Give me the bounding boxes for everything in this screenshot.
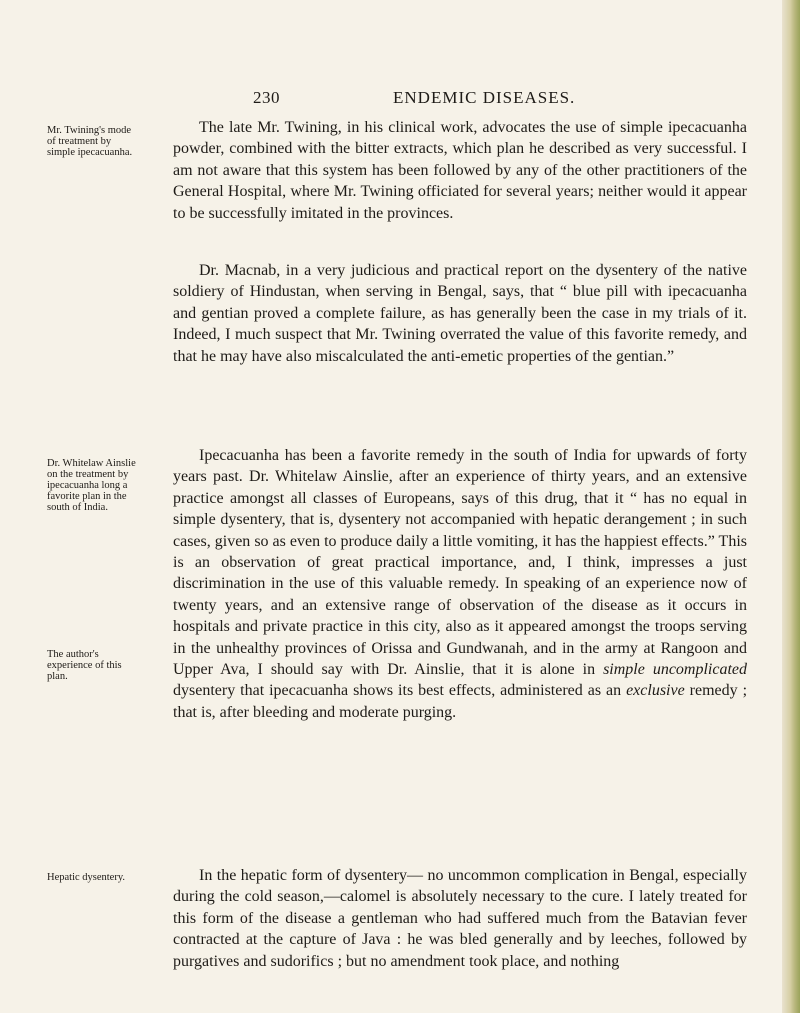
margin-note-author-experience: The author's experience of this plan. — [47, 649, 122, 682]
page-number: 230 — [253, 88, 280, 107]
page-edge — [782, 0, 800, 1013]
margin-note-hepatic-dysentery: Hepatic dysentery. — [47, 872, 126, 883]
paragraph-twining: The late Mr. Twining, in his clinical work, advocates the use of simple ipecacuanha powder, combined with the bitter extracts, which plan he described as very successful. I am not aware that this system has been followed by any of the other practitioners of the General Hospital, where Mr. Twining officiated for several years; neither would it appear to be successfully imitated in the provinces. — [173, 119, 747, 222]
paragraph-text: remedy ; that is, after bleeding and moderate purging. — [173, 682, 748, 721]
paragraph-macnab: Dr. Macnab, in a very judicious and practical report on the dysentery of the native soldiery of Hindustan, when serving in Bengal, says, that “ blue pill with ipecacuanha and gentian proved a complete failure, as has generally been the case in my trials of it. Indeed, I much suspect that Mr. Twining overrated the value of this favorite remedy, and that he may have also miscalculated the anti-emetic properties of the gentian.” — [173, 262, 747, 365]
paragraph-ipecacuanha — [173, 445, 747, 723]
margin-note-twining: Mr. Twining's mode of treatment by simple ipecacuanha. — [47, 125, 133, 158]
margin-note-ainslie: Dr. Whitelaw Ainslie on the treatment by ipecacuanha long a favorite plan in the south of India. — [47, 458, 136, 513]
emphasis-exclusive: exclusive — [626, 682, 685, 700]
emphasis-simple-uncomplicated: simple uncomplicated — [603, 661, 748, 679]
running-header — [0, 88, 800, 112]
paragraph-text: Ipecacuanha has been a favorite remedy in the south of India for upwards of forty years past. Dr. Whitelaw Ainslie, after an experience of thirty years, and an extensive practice amongst all classes of Europeans, says of this drug, that it “ has no equal in simple dysentery, that is, dysentery not accompanied with hepatic derangement ; in such cases, given so as even to produce daily a little vomiting, it has the happiest effects.” This is an observation of great practical importance, and, I think, impresses a just discrimination in the use of this valuable remedy. In speaking of an experience now of twenty years, and an extensive range of observation of the disease as it occurs in hospitals and private practice in this city, also as it appeared amongst the troops serving in the unhealthy provinces of Orissa and Gundwanah, and in the army at Rangoon and Upper Ava, I should say with Dr. Ainslie, that it is alone in — [173, 447, 747, 679]
paragraph-hepatic: In the hepatic form of dysentery— no uncommon complication in Bengal, especially during the cold season,—calomel is absolutely necessary to the cure. I lately treated for this form of the disease a gentleman who had suffered much from the Batavian fever contracted at the capture of Java : he was bled generally and by leeches, followed by purgatives and sudorifics ; but no amendment took place, and nothing — [173, 867, 747, 970]
running-head: ENDEMIC DISEASES. — [393, 88, 576, 107]
paragraph-text: dysentery that ipecacuanha shows its best effects, administered as an — [173, 682, 627, 700]
